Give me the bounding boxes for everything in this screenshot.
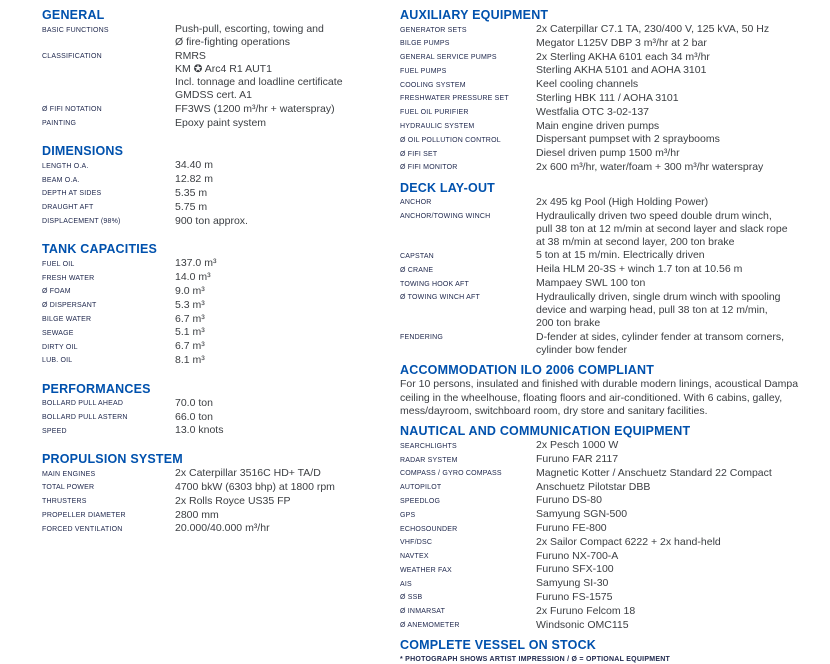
spec-label: GENERATOR SETS bbox=[400, 26, 467, 34]
spec-row bbox=[400, 550, 826, 564]
spec-value bbox=[536, 78, 826, 91]
spec-row bbox=[42, 159, 400, 173]
spec-value-line: Samyung SGN-500 bbox=[536, 508, 628, 521]
spec-value-line: 200 ton brake bbox=[536, 317, 601, 330]
spec-row bbox=[42, 201, 400, 215]
spec-label: LENGTH O.A. bbox=[42, 162, 89, 170]
spec-label: NAVTEX bbox=[400, 553, 429, 561]
spec-value-line: 2x Rolls Royce US35 FP bbox=[175, 494, 291, 507]
spec-label: TOWING HOOK AFT bbox=[400, 280, 469, 288]
spec-label: Ø FIFI NOTATION bbox=[42, 106, 102, 114]
spec-label: DISPLACEMENT (98%) bbox=[42, 218, 121, 226]
spec-label: FUEL OIL bbox=[42, 260, 75, 268]
spec-value bbox=[536, 481, 826, 494]
spec-value-line: RMRS bbox=[175, 49, 206, 62]
spec-row bbox=[400, 263, 826, 277]
spec-row bbox=[400, 481, 826, 495]
section-title: TANK CAPACITIES bbox=[42, 242, 158, 257]
spec-value-line: at 38 m/min at second layer, 200 ton brake bbox=[536, 236, 735, 249]
spec-value-line: 5.3 m³ bbox=[175, 298, 205, 311]
spec-value bbox=[536, 92, 826, 105]
spec-column-right bbox=[400, 8, 826, 664]
spec-value-line: 9.0 m³ bbox=[175, 284, 205, 297]
spec-label: BEAM O.A. bbox=[42, 176, 80, 184]
spec-label: RADAR SYSTEM bbox=[400, 456, 458, 464]
spec-value bbox=[175, 354, 400, 367]
spec-row bbox=[42, 354, 400, 368]
spec-label: PAINTING bbox=[42, 120, 77, 128]
spec-row bbox=[400, 619, 826, 633]
spec-value bbox=[536, 522, 826, 535]
spec-label: DIRTY OIL bbox=[42, 343, 78, 351]
spec-value-line: Furuno NX-700-A bbox=[536, 549, 619, 562]
spec-row bbox=[400, 439, 826, 453]
spec-value-line: Windsonic OMC115 bbox=[536, 618, 629, 631]
spec-value-line: 5 ton at 15 m/min. Electrically driven bbox=[536, 249, 705, 262]
spec-row bbox=[400, 605, 826, 619]
spec-value-line: 70.0 ton bbox=[175, 396, 213, 409]
spec-value bbox=[175, 326, 400, 339]
footnote: * PHOTOGRAPH SHOWS ARTIST IMPRESSION / Ø = OPTIONAL EQUIPMENT bbox=[400, 656, 671, 664]
spec-value-line: Diesel driven pump 1500 m³/hr bbox=[536, 147, 680, 160]
spec-value bbox=[175, 117, 400, 130]
spec-label: BILGE PUMPS bbox=[400, 40, 450, 48]
spec-row bbox=[42, 467, 400, 481]
spec-label: THRUSTERS bbox=[42, 498, 87, 506]
spec-label: Ø DISPERSANT bbox=[42, 302, 97, 310]
spec-label: WEATHER FAX bbox=[400, 566, 452, 574]
spec-label: BOLLARD PULL AHEAD bbox=[42, 400, 124, 408]
spec-label: SEARCHLIGHTS bbox=[400, 442, 457, 450]
section-title: GENERAL bbox=[42, 8, 105, 22]
spec-value-line: 5.1 m³ bbox=[175, 326, 205, 339]
spec-value-line: D-fender at sides, cylinder fender at transom corners, bbox=[536, 330, 785, 343]
spec-value bbox=[536, 120, 826, 133]
spec-value bbox=[536, 263, 826, 276]
spec-row bbox=[42, 495, 400, 509]
spec-label: Ø SSB bbox=[400, 594, 423, 602]
spec-row bbox=[400, 120, 826, 134]
spec-row bbox=[400, 277, 826, 291]
spec-value bbox=[175, 495, 400, 508]
spec-label: AUTOPILOT bbox=[400, 484, 442, 492]
spec-label: Ø OIL POLLUTION CONTROL bbox=[400, 136, 501, 144]
spec-label: FRESH WATER bbox=[42, 274, 95, 282]
spec-value-line: Main engine driven pumps bbox=[536, 119, 660, 132]
spec-row bbox=[42, 257, 400, 271]
spec-value bbox=[175, 285, 400, 298]
spec-row bbox=[400, 51, 826, 65]
spec-label: COOLING SYSTEM bbox=[400, 81, 466, 89]
spec-value bbox=[536, 291, 826, 331]
spec-value-line: Push-pull, escorting, towing and bbox=[175, 23, 324, 35]
spec-value-line: 2x Caterpillar 3516C HD+ TA/D bbox=[175, 467, 321, 480]
spec-value-line: 8.1 m³ bbox=[175, 353, 205, 366]
spec-label: Ø FIFI MONITOR bbox=[400, 164, 458, 172]
spec-label: DRAUGHT AFT bbox=[42, 204, 94, 212]
spec-row bbox=[400, 331, 826, 358]
spec-row bbox=[42, 117, 400, 131]
spec-label: Ø FOAM bbox=[42, 288, 71, 296]
spec-label: COMPASS / GYRO COMPASS bbox=[400, 470, 502, 478]
spec-value bbox=[175, 201, 400, 214]
spec-value bbox=[536, 563, 826, 576]
spec-value bbox=[536, 577, 826, 590]
spec-row bbox=[42, 522, 400, 536]
spec-value-line: KM ✪ Arc4 R1 AUT1 bbox=[175, 62, 272, 75]
spec-value bbox=[175, 271, 400, 284]
spec-value-line: Magnetic Kotter / Anschuetz Standard 22 Compact bbox=[536, 466, 772, 479]
spec-value bbox=[175, 173, 400, 186]
spec-value bbox=[536, 467, 826, 480]
spec-row bbox=[400, 591, 826, 605]
spec-value-line: 137.0 m³ bbox=[175, 257, 217, 270]
spec-row bbox=[400, 563, 826, 577]
spec-value bbox=[175, 103, 400, 116]
spec-value-line: 2x Pesch 1000 W bbox=[536, 439, 619, 452]
spec-label: DEPTH AT SIDES bbox=[42, 190, 102, 198]
spec-row bbox=[400, 508, 826, 522]
spec-label: Ø INMARSAT bbox=[400, 608, 446, 616]
spec-value bbox=[536, 536, 826, 549]
spec-row bbox=[42, 411, 400, 425]
spec-row bbox=[42, 481, 400, 495]
spec-label: SPEED bbox=[42, 427, 67, 435]
spec-row bbox=[42, 326, 400, 340]
spec-row bbox=[400, 249, 826, 263]
spec-label: ANCHOR bbox=[400, 199, 432, 207]
spec-label: FRESHWATER PRESSURE SET bbox=[400, 95, 509, 103]
spec-value bbox=[175, 299, 400, 312]
spec-label: Ø TOWING WINCH AFT bbox=[400, 294, 480, 302]
spec-label: TOTAL POWER bbox=[42, 484, 95, 492]
spec-row bbox=[42, 340, 400, 354]
spec-value bbox=[175, 424, 400, 437]
spec-label: CLASSIFICATION bbox=[42, 53, 102, 61]
spec-row bbox=[400, 467, 826, 481]
spec-value bbox=[175, 215, 400, 228]
spec-label: FUEL PUMPS bbox=[400, 67, 447, 75]
spec-label: ANCHOR/TOWING WINCH bbox=[400, 213, 491, 221]
spec-value bbox=[536, 37, 826, 50]
section-deck-lay-out bbox=[400, 181, 826, 358]
spec-row bbox=[400, 37, 826, 51]
section-nautical-and-communication-equipment bbox=[400, 424, 826, 632]
section-title: ACCOMMODATION ILO 2006 COMPLIANT bbox=[400, 363, 655, 378]
spec-value-line: Ø fire-fighting operations bbox=[175, 36, 290, 49]
spec-row bbox=[400, 23, 826, 37]
spec-label: ECHOSOUNDER bbox=[400, 525, 458, 533]
section-auxiliary-equipment bbox=[400, 8, 826, 175]
spec-label: BASIC FUNCTIONS bbox=[42, 26, 109, 34]
spec-value-line: Furuno FE-800 bbox=[536, 522, 607, 534]
spec-value-line: 2x Caterpillar C7.1 TA, 230/400 V, 125 kVA, 50 Hz bbox=[536, 23, 770, 35]
spec-label: GENERAL SERVICE PUMPS bbox=[400, 54, 497, 62]
section-performances bbox=[42, 382, 400, 438]
section-propulsion-system bbox=[42, 452, 400, 536]
spec-value bbox=[536, 249, 826, 262]
spec-value bbox=[536, 550, 826, 563]
spec-label: HYDRAULIC SYSTEM bbox=[400, 123, 475, 131]
spec-value-line: 6.7 m³ bbox=[175, 340, 205, 353]
spec-row bbox=[42, 285, 400, 299]
section-paragraph: For 10 persons, insulated and finished with durable modern linings, acoustical Dampa ceiling in the wheelhouse, floating floors and air-conditioned. With 6 cabins, galley, mess/dayroom, switchboard room, dry store and sanitary facilities. bbox=[400, 378, 799, 417]
spec-value bbox=[536, 331, 826, 358]
spec-label: AIS bbox=[400, 580, 412, 588]
spec-value bbox=[175, 411, 400, 424]
spec-value-line: 5.35 m bbox=[175, 186, 208, 199]
spec-value-line: 2800 mm bbox=[175, 508, 219, 521]
spec-value-line: Megator L125V DBP 3 m³/hr at 2 bar bbox=[536, 36, 707, 49]
spec-value bbox=[536, 51, 826, 64]
spec-value bbox=[175, 23, 400, 50]
spec-value-line: 2x 495 kg Pool (High Holding Power) bbox=[536, 195, 709, 208]
spec-row bbox=[42, 299, 400, 313]
section-title: COMPLETE VESSEL ON STOCK bbox=[400, 638, 597, 653]
spec-label: CAPSTAN bbox=[400, 252, 434, 260]
spec-value-line: Westfalia OTC 3-02-137 bbox=[536, 105, 650, 118]
spec-value-line: Sterling AKHA 5101 and AOHA 3101 bbox=[536, 64, 707, 77]
spec-value bbox=[175, 522, 400, 535]
section-accommodation-ilo-2006-compliant bbox=[400, 363, 826, 418]
spec-row bbox=[400, 291, 826, 331]
spec-value bbox=[536, 196, 826, 209]
spec-label: GPS bbox=[400, 511, 416, 519]
spec-value-line: FF3WS (1200 m³/hr + waterspray) bbox=[175, 102, 335, 115]
spec-column-left bbox=[42, 8, 400, 638]
spec-value-line: 20.000/40.000 m³/hr bbox=[175, 522, 270, 535]
spec-value-line: GMDSS cert. A1 bbox=[175, 89, 253, 102]
spec-row bbox=[400, 210, 826, 250]
spec-value bbox=[175, 159, 400, 172]
section-title: DECK LAY-OUT bbox=[400, 180, 496, 195]
spec-row bbox=[42, 271, 400, 285]
spec-value-line: Sterling HBK 111 / AOHA 3101 bbox=[536, 91, 679, 104]
spec-value-line: Keel cooling channels bbox=[536, 78, 639, 91]
spec-value bbox=[536, 161, 826, 174]
spec-label: FORCED VENTILATION bbox=[42, 525, 123, 533]
spec-row bbox=[42, 397, 400, 411]
spec-value bbox=[175, 50, 400, 103]
spec-row bbox=[400, 64, 826, 78]
spec-row bbox=[400, 161, 826, 175]
spec-value bbox=[175, 509, 400, 522]
spec-label: PROPELLER DIAMETER bbox=[42, 512, 126, 520]
spec-row bbox=[400, 147, 826, 161]
spec-value-line: Hydraulically driven, single drum winch with spooling bbox=[536, 290, 781, 303]
spec-value bbox=[536, 591, 826, 604]
section-title: PERFORMANCES bbox=[42, 381, 151, 396]
spec-value-line: 34.40 m bbox=[175, 159, 213, 172]
spec-row bbox=[42, 187, 400, 201]
spec-value-line: Hydraulically driven two speed double drum winch, bbox=[536, 209, 772, 222]
spec-value-line: Furuno FAR 2117 bbox=[536, 453, 619, 466]
spec-value bbox=[536, 619, 826, 632]
spec-value-line: 5.75 m bbox=[175, 200, 208, 213]
spec-value-line: 2x Sailor Compact 6222 + 2x hand-held bbox=[536, 535, 721, 548]
spec-row bbox=[400, 577, 826, 591]
spec-value bbox=[175, 340, 400, 353]
spec-row bbox=[400, 536, 826, 550]
spec-row bbox=[400, 494, 826, 508]
spec-row bbox=[42, 173, 400, 187]
spec-value-line: cylinder bow fender bbox=[536, 344, 628, 357]
spec-row bbox=[400, 133, 826, 147]
spec-value-line: Incl. tonnage and loadline certificate bbox=[175, 76, 343, 89]
spec-label: FUEL OIL PURIFIER bbox=[400, 109, 469, 117]
spec-value-line: 66.0 ton bbox=[175, 410, 213, 423]
spec-value bbox=[536, 494, 826, 507]
section-title: NAUTICAL AND COMMUNICATION EQUIPMENT bbox=[400, 424, 691, 439]
spec-value-line: 13.0 knots bbox=[175, 424, 224, 437]
spec-label: FENDERING bbox=[400, 334, 444, 342]
spec-value-line: Mampaey SWL 100 ton bbox=[536, 277, 646, 290]
spec-value bbox=[536, 23, 826, 36]
spec-row bbox=[400, 196, 826, 210]
spec-value bbox=[175, 481, 400, 494]
spec-value bbox=[536, 64, 826, 77]
spec-value bbox=[536, 453, 826, 466]
spec-value bbox=[536, 508, 826, 521]
spec-value bbox=[175, 257, 400, 270]
spec-row bbox=[400, 453, 826, 467]
spec-value-line: pull 38 ton at 12 m/min at second layer and slack rope bbox=[536, 222, 788, 235]
spec-value-line: Furuno FS-1575 bbox=[536, 590, 613, 603]
spec-value bbox=[536, 106, 826, 119]
section-title: AUXILIARY EQUIPMENT bbox=[400, 8, 549, 22]
spec-value bbox=[175, 397, 400, 410]
spec-value bbox=[536, 147, 826, 160]
spec-value-line: 900 ton approx. bbox=[175, 214, 248, 227]
section-tank-capacities bbox=[42, 242, 400, 367]
spec-value-line: 14.0 m³ bbox=[175, 271, 211, 284]
spec-value-line: device and warping head, pull 38 ton at 12 m/min, bbox=[536, 304, 768, 317]
spec-value-line: 6.7 m³ bbox=[175, 312, 205, 325]
spec-value-line: 2x Furuno Felcom 18 bbox=[536, 604, 636, 617]
spec-label: Ø CRANE bbox=[400, 266, 434, 274]
section-general bbox=[42, 8, 400, 130]
spec-row bbox=[400, 92, 826, 106]
spec-label: Ø ANEMOMETER bbox=[400, 622, 460, 630]
spec-label: SEWAGE bbox=[42, 329, 74, 337]
spec-label: LUB. OIL bbox=[42, 357, 73, 365]
spec-row bbox=[42, 103, 400, 117]
spec-row bbox=[42, 424, 400, 438]
spec-value-line: Heila HLM 20-3S + winch 1.7 ton at 10.56 m bbox=[536, 263, 743, 276]
spec-row bbox=[42, 509, 400, 523]
spec-value-line: 4700 bkW (6303 bhp) at 1800 rpm bbox=[175, 480, 335, 493]
section-dimensions bbox=[42, 144, 400, 228]
spec-label: SPEEDLOG bbox=[400, 497, 441, 505]
spec-value-line: Dispersant pumpset with 2 spraybooms bbox=[536, 133, 720, 146]
spec-row bbox=[42, 215, 400, 229]
spec-value-line: Samyung SI-30 bbox=[536, 577, 609, 590]
spec-value-line: 2x Sterling AKHA 6101 each 34 m³/hr bbox=[536, 50, 710, 63]
spec-label: BOLLARD PULL ASTERN bbox=[42, 414, 128, 422]
spec-value-line: 12.82 m bbox=[175, 173, 213, 186]
spec-value bbox=[175, 187, 400, 200]
section-complete-vessel-on-stock bbox=[400, 638, 826, 664]
spec-value-line: Epoxy paint system bbox=[175, 116, 267, 129]
spec-row bbox=[400, 522, 826, 536]
spec-value bbox=[175, 467, 400, 480]
spec-value bbox=[536, 605, 826, 618]
spec-value bbox=[536, 439, 826, 452]
spec-value-line: Furuno DS-80 bbox=[536, 494, 602, 507]
spec-value-line: Anschuetz Pilotstar DBB bbox=[536, 480, 651, 493]
spec-row bbox=[400, 106, 826, 120]
spec-value bbox=[536, 210, 826, 250]
spec-row bbox=[42, 313, 400, 327]
spec-value bbox=[536, 277, 826, 290]
spec-label: BILGE WATER bbox=[42, 316, 92, 324]
spec-value-line: 2x 600 m³/hr, water/foam + 300 m³/hr waterspray bbox=[536, 160, 764, 173]
spec-label: VHF/DSC bbox=[400, 539, 433, 547]
spec-value bbox=[175, 313, 400, 326]
spec-value-line: Furuno SFX-100 bbox=[536, 563, 614, 576]
section-title: DIMENSIONS bbox=[42, 144, 124, 159]
spec-value bbox=[536, 133, 826, 146]
spec-row bbox=[42, 23, 400, 50]
spec-row bbox=[400, 78, 826, 92]
spec-label: MAIN ENGINES bbox=[42, 470, 96, 478]
spec-label: Ø FIFI SET bbox=[400, 150, 438, 158]
spec-row bbox=[42, 50, 400, 103]
section-title: PROPULSION SYSTEM bbox=[42, 452, 183, 467]
